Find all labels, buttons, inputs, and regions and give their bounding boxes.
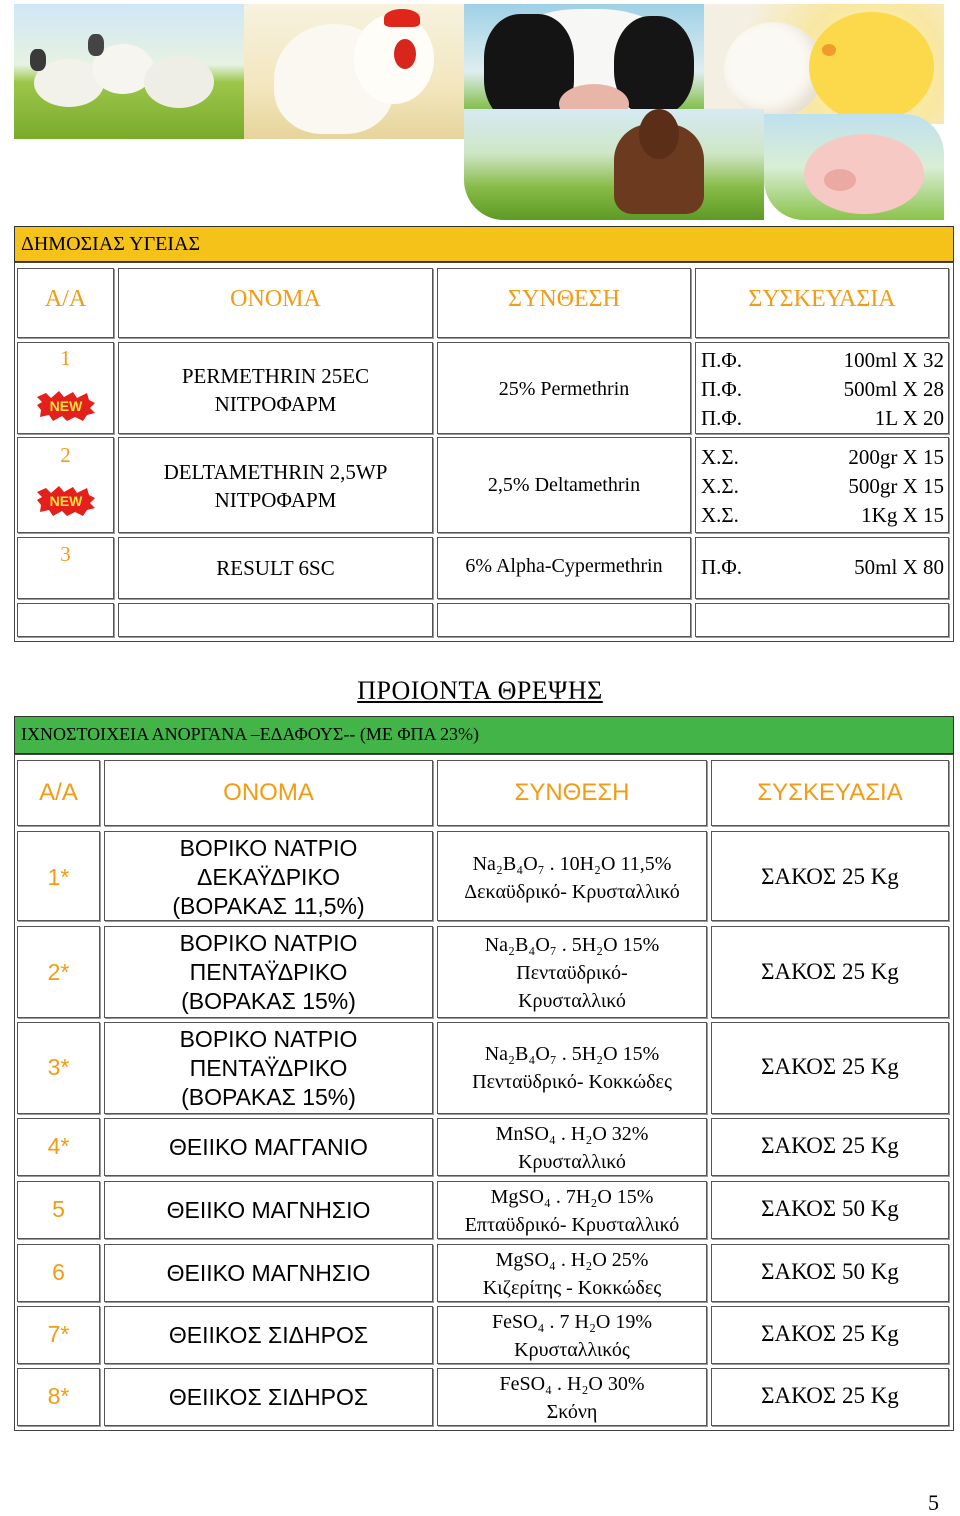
animal-photo-banner: [14, 4, 944, 220]
col-header-packaging-label: ΣΥΣΚΕΥΑΣΙΑ: [757, 779, 903, 806]
row-number: 1: [60, 346, 71, 370]
packaging-bag: ΣΑΚΟΣ 50 Kg: [761, 1196, 899, 1221]
row-number: 3: [60, 542, 71, 566]
product-composition: MnSO₄ . H₂O 32% Κρυσταλλικό: [495, 1123, 649, 1173]
product-name: DELTAMETHRIN 2,5WP ΝΙΤΡΟΦΑΡΜ: [163, 460, 388, 512]
product-name: PERMETHRIN 25EC ΝΙΤΡΟΦΑΡΜ: [181, 364, 370, 416]
packaging-type: Π.Φ. Π.Φ. Π.Φ.: [701, 348, 743, 430]
empty-row: [695, 603, 949, 637]
sheep-photo: [14, 4, 244, 139]
row-number: 6: [52, 1259, 65, 1285]
empty-row: [17, 603, 114, 637]
col-header-name-label: ΟΝΟΜΑ: [223, 779, 314, 806]
row-number: 1*: [47, 864, 70, 890]
product-name: ΘΕΙΙΚΟΣ ΣΙΔΗΡΟΣ: [168, 1384, 369, 1410]
product-composition: MgSO₄ . 7H₂O 15% Επταϋδρικό- Κρυσταλλικό: [464, 1186, 680, 1236]
col-header-composition-label: ΣΥΝΘΕΣΗ: [508, 286, 620, 312]
product-name: ΘΕΙΙΚΟ ΜΑΓΓΑΝΙΟ: [169, 1134, 368, 1160]
row-number: 8*: [47, 1383, 70, 1409]
packaging-bag: ΣΑΚΟΣ 25 Kg: [761, 1054, 899, 1079]
packaging-type: Π.Φ.: [701, 555, 743, 579]
chicken-photo: [244, 4, 464, 139]
chick-egg-photo: [704, 4, 944, 124]
product-composition: MgSO₄ . H₂O 25% Κιζερίτης - Κοκκώδες: [482, 1249, 662, 1299]
section-title-nutrition: ΠΡΟΙΟΝΤΑ ΘΡΕΨΗΣ: [357, 676, 603, 705]
packaging-type: Χ.Σ. Χ.Σ. Χ.Σ.: [701, 445, 739, 527]
packaging-size: 50ml X 80: [854, 555, 944, 579]
new-badge-icon: [37, 486, 95, 516]
packaging-bag: ΣΑΚΟΣ 25 Kg: [761, 959, 899, 984]
empty-row: [118, 603, 433, 637]
packaging-bag: ΣΑΚΟΣ 50 Kg: [761, 1259, 899, 1284]
packaging-bag: ΣΑΚΟΣ 25 Kg: [761, 1383, 899, 1408]
product-composition: FeSO₄ . H₂O 30% Σκόνη: [499, 1373, 645, 1423]
packaging-bag: ΣΑΚΟΣ 25 Kg: [761, 1321, 899, 1346]
new-badge-icon: [37, 391, 95, 421]
product-name: ΒΟΡΙΚΟ ΝΑΤΡΙΟ ΠΕΝΤΑΫΔΡΙΚΟ (ΒΟΡΑΚΑΣ 15%): [179, 930, 358, 1014]
product-name: ΘΕΙΙΚΟ ΜΑΓΝΗΣΙΟ: [166, 1197, 371, 1223]
product-composition: FeSO₄ . 7 H₂O 19% Κρυσταλλικός: [491, 1311, 653, 1361]
row-number: 3*: [47, 1054, 70, 1080]
product-composition: 6% Alpha-Cypermethrin: [465, 555, 663, 577]
product-name: ΒΟΡΙΚΟ ΝΑΤΡΙΟ ΠΕΝΤΑΫΔΡΙΚΟ (ΒΟΡΑΚΑΣ 15%): [179, 1026, 358, 1110]
product-composition: Na₂B₄O₇ . 5H₂O 15% Πενταϋδρικό- Κοκκώδες: [472, 1043, 672, 1093]
product-composition: Na₂B₄O₇ . 10H₂O 11,5% Δεκαϋδρικό- Κρυσταλλικό: [464, 853, 680, 903]
row-number: 4*: [47, 1133, 70, 1159]
col-header-packaging-label: ΣΥΣΚΕΥΑΣΙΑ: [748, 286, 896, 312]
section-header-text: ΙΧΝΟΣΤΟΙΧΕΙΑ ΑΝΟΡΓΑΝΑ –ΕΔΑΦΟΥΣ-- (ΜΕ ΦΠΑ 23%): [21, 724, 479, 744]
row-number: 2*: [47, 959, 70, 985]
product-name: ΒΟΡΙΚΟ ΝΑΤΡΙΟ ΔΕΚΑΫΔΡΙΚΟ (ΒΟΡΑΚΑΣ 11,5%): [172, 835, 365, 919]
packaging-size: 100ml X 32 500ml X 28 1L X 20: [843, 348, 944, 430]
horse-photo: [464, 109, 764, 220]
empty-row: [437, 603, 691, 637]
packaging-bag: ΣΑΚΟΣ 25 Kg: [761, 864, 899, 889]
product-composition: 25% Permethrin: [498, 378, 630, 400]
svg-text:NEW: NEW: [49, 398, 83, 414]
product-composition: Na₂B₄O₇ . 5H₂O 15% Πενταϋδρικό- Κρυσταλλικό: [484, 934, 660, 1012]
product-name: ΘΕΙΙΚΟΣ ΣΙΔΗΡΟΣ: [168, 1322, 369, 1348]
product-name: ΘΕΙΙΚΟ ΜΑΓΝΗΣΙΟ: [166, 1260, 371, 1286]
col-header-no-label: Α/Α: [44, 286, 87, 312]
section-header-text: ΔΗΜΟΣΙΑΣ ΥΓΕΙΑΣ: [21, 233, 201, 255]
pig-photo: [764, 114, 944, 220]
packaging-bag: ΣΑΚΟΣ 25 Kg: [761, 1133, 899, 1158]
svg-text:NEW: NEW: [49, 493, 83, 509]
row-number: 5: [52, 1196, 65, 1222]
page-number: 5: [928, 1490, 939, 1515]
section-header-public-health: [14, 226, 954, 262]
packaging-size: 200gr X 15 500gr X 15 1Kg X 15: [848, 445, 944, 527]
col-header-name-label: ΟΝΟΜΑ: [230, 286, 321, 312]
col-header-no-label: Α/Α: [39, 779, 78, 806]
product-name: RESULT 6SC: [216, 556, 335, 580]
section-header-trace-elements: [14, 716, 954, 754]
row-number: 2: [60, 443, 71, 467]
row-number: 7*: [47, 1321, 70, 1347]
col-header-composition-label: ΣΥΝΘΕΣΗ: [514, 779, 630, 806]
product-composition: 2,5% Deltamethrin: [487, 474, 641, 496]
